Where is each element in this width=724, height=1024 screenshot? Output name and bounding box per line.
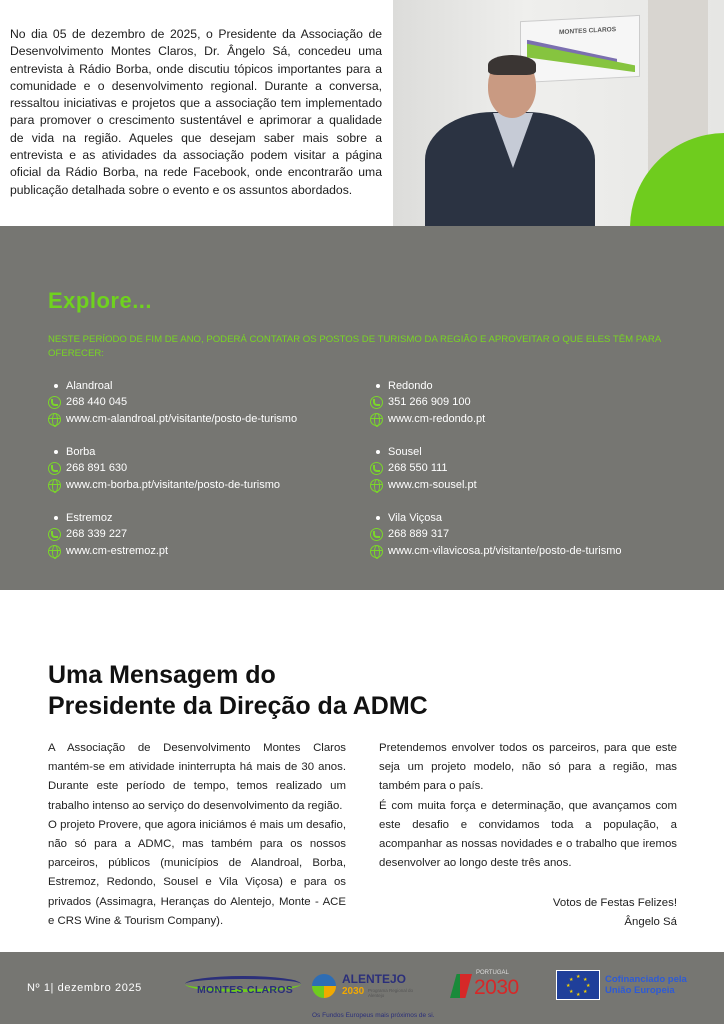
alentejo-logo-year: 2030 <box>342 986 365 997</box>
portugal-logo-small: PORTUGAL <box>476 970 509 976</box>
eu-logo-line2: União Europeia <box>605 985 675 996</box>
town-vila-vicosa <box>370 510 690 560</box>
president-photo <box>393 0 724 226</box>
message-title-line1: Uma Mensagem do <box>48 661 276 689</box>
eu-logo-line1: Cofinanciado pela <box>605 974 687 985</box>
alentejo-circle-icon <box>312 974 336 998</box>
message-right-column <box>379 739 677 873</box>
explore-section <box>0 226 724 590</box>
alentejo-logo-name: ALENTEJO <box>342 972 407 986</box>
message-paragraph: É com muita força e determinação, que avançamos com este desafio e convidamos toda a população, a acompanhar as nossas novidades e o trabalho que iremos desenvolver ao longo deste três anos. <box>379 799 677 870</box>
issue-label: Nº 1| dezembro 2025 <box>27 982 142 994</box>
town-website-link[interactable]: www.cm-alandroal.pt/visitante/posto-de-turismo <box>66 413 298 425</box>
bullet-icon <box>376 384 380 388</box>
town-name: Redondo <box>388 380 433 392</box>
bullet-icon <box>54 450 58 454</box>
phone-icon <box>370 462 383 475</box>
message-left-column <box>48 739 346 931</box>
town-name: Vila Viçosa <box>388 512 443 524</box>
phone-icon <box>48 528 61 541</box>
eu-flag-icon: ★ ★ ★ ★ ★ ★ ★ ★ <box>556 970 600 1000</box>
eu-cofinanced-logo <box>556 970 696 1002</box>
globe-icon <box>48 545 61 558</box>
town-website-link[interactable]: www.cm-redondo.pt <box>388 413 486 425</box>
town-alandroal <box>48 378 368 428</box>
bullet-icon <box>54 516 58 520</box>
town-website-link[interactable]: www.cm-estremoz.pt <box>66 545 169 557</box>
globe-icon <box>48 413 61 426</box>
montes-claros-logo <box>185 974 301 1002</box>
town-phone[interactable]: 268 440 045 <box>66 396 128 408</box>
alentejo-logo-sub: Programa Regional do Alentejo <box>368 988 414 998</box>
phone-icon <box>48 396 61 409</box>
signature: Ângelo Sá <box>624 916 677 929</box>
bullet-icon <box>376 450 380 454</box>
message-paragraph: A Associação de Desenvolvimento Montes Claros mantém-se em atividade ininterrupta há mais de 30 anos. Durante este período de tempo, temos realizado um trabalho intenso ao serviço do desenvolvimento da região. <box>48 742 346 812</box>
town-phone[interactable]: 351 266 909 100 <box>388 396 471 408</box>
town-phone[interactable]: 268 550 111 <box>388 462 448 474</box>
town-borba <box>48 444 368 494</box>
town-name: Borba <box>66 446 96 458</box>
person-hair <box>488 55 536 75</box>
montes-claros-logo-text: MONTES CLAROS <box>197 984 294 996</box>
phone-icon <box>370 396 383 409</box>
portugal-logo-year: 2030 <box>474 976 519 999</box>
town-website-link[interactable]: www.cm-sousel.pt <box>388 479 477 491</box>
town-name: Estremoz <box>66 512 113 524</box>
footer-tagline: Os Fundos Europeus mais próximos de si. <box>312 1012 435 1019</box>
message-title-line2: Presidente da Direção da ADMC <box>48 692 428 720</box>
phone-icon <box>370 528 383 541</box>
town-website-link[interactable]: www.cm-vilavicosa.pt/visitante/posto-de-turismo <box>388 545 622 557</box>
message-paragraph: Pretendemos envolver todos os parceiros, para que este seja um projeto modelo, não só para a região, mas também para o país. <box>379 742 677 793</box>
message-sign-off <box>379 894 677 932</box>
portugal-2030-logo <box>450 970 530 1004</box>
town-redondo <box>370 378 690 428</box>
explore-title: Explore... <box>48 288 153 313</box>
globe-icon <box>370 479 383 492</box>
bullet-icon <box>54 384 58 388</box>
town-phone[interactable]: 268 339 227 <box>66 528 128 540</box>
intro-paragraph: No dia 05 de dezembro de 2025, o Presidente da Associação de Desenvolvimento Montes Claros, Dr. Ângelo Sá, concedeu uma entrevista à Rádio Borba, onde discutiu tópicos importantes para a comunidade e o desenvolvimento regional. Durante a conversa, ressaltou iniciativas e projetos que a associação tem implementado para promover o crescimento sustentável e aprimorar a qualidade de vida na região. Aqueles que desejam saber mais sobre a entrevista e as atividades da associação podem visitar a página oficial da Rádio Borba, na rede Facebook, onde encontrarão uma publicação detalhada sobre o evento e os assuntos abordados. <box>10 27 382 197</box>
town-estremoz <box>48 510 368 560</box>
town-sousel <box>370 444 690 494</box>
portugal-flag-icon <box>450 974 472 998</box>
message-title <box>48 660 688 722</box>
globe-icon <box>370 413 383 426</box>
message-paragraph: O projeto Provere, que agora iniciámos é mais um desafio, não só para a ADMC, mas também para os nossos parceiros, públicos (municípios de Alandroal, Borba, Estremoz, Redondo, Sousel e Vila Viçosa) e para os privados (Assimagra, Heranças do Alentejo, Monte - ACE e CRS Wine & Tourism Company). <box>48 818 346 927</box>
globe-icon <box>48 479 61 492</box>
intro-section <box>0 0 724 226</box>
alentejo-2030-logo <box>312 972 422 1002</box>
sign-text: MONTES CLAROS <box>559 26 617 37</box>
bullet-icon <box>376 516 380 520</box>
town-phone[interactable]: 268 891 630 <box>66 462 128 474</box>
explore-subtitle: NESTE PERÍODO DE FIM DE ANO, PODERÁ CONTATAR OS POSTOS DE TURISMO DA REGIÃO E APROVEITAR O QUE ELES TÊM PARA OFERECER: <box>48 334 661 359</box>
town-name: Alandroal <box>66 380 113 392</box>
phone-icon <box>48 462 61 475</box>
town-website-link[interactable]: www.cm-borba.pt/visitante/posto-de-turismo <box>66 479 280 491</box>
globe-icon <box>370 545 383 558</box>
footer <box>0 952 724 1024</box>
montes-claros-sign <box>520 15 640 83</box>
town-phone[interactable]: 268 889 317 <box>388 528 450 540</box>
greeting: Votos de Festas Felizes! <box>552 897 677 909</box>
town-name: Sousel <box>388 446 422 458</box>
